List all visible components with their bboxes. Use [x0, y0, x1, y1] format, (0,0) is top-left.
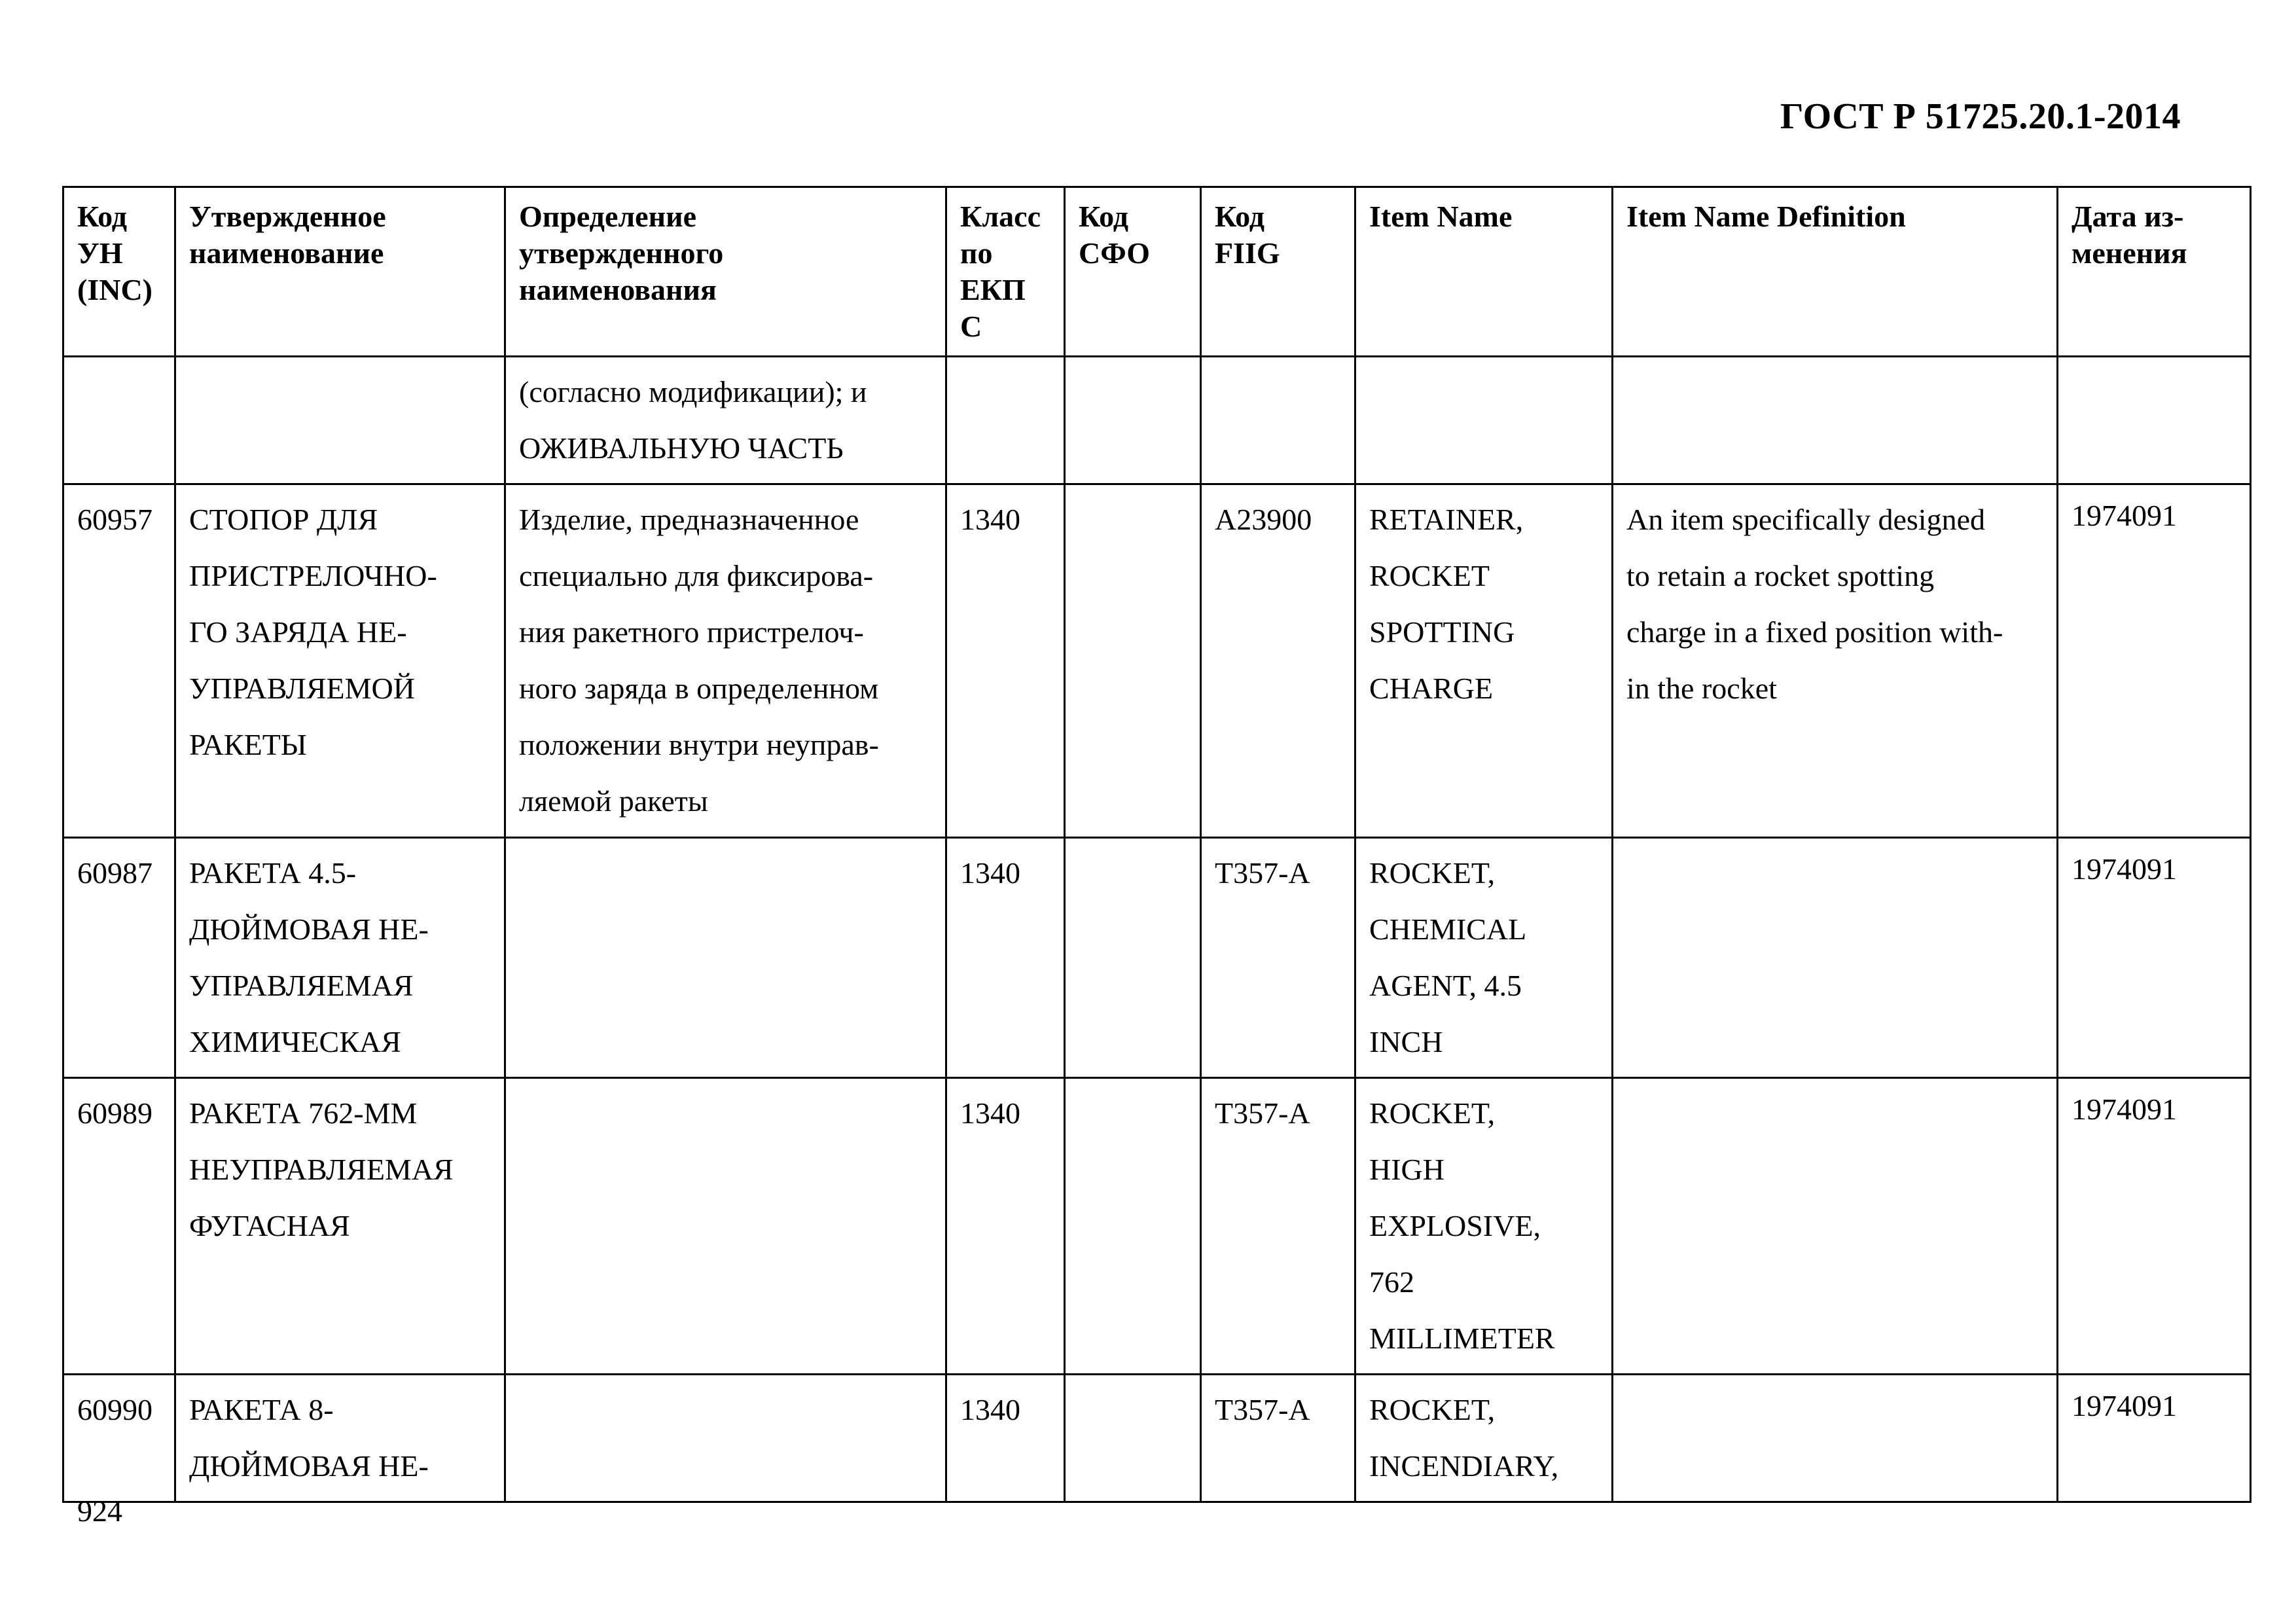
cell: [175, 357, 505, 484]
text-line: ЕКП: [960, 273, 1026, 306]
text-line: (INC): [77, 273, 152, 306]
text-line: HIGH: [1369, 1153, 1444, 1186]
text-line: to retain a rocket spotting: [1626, 559, 1935, 592]
definition-cell: [505, 1375, 946, 1502]
text-line: ROCKET,: [1369, 856, 1496, 890]
text-line: Определение: [519, 200, 697, 233]
definition-cell: [505, 357, 946, 484]
text-line: ния ракетного пристрелоч-: [519, 615, 864, 649]
header-row: [63, 187, 2251, 357]
fiig-cell: A23900: [1201, 484, 1355, 838]
text-line: Дата из-: [2072, 200, 2184, 233]
header-cell: [946, 187, 1065, 357]
cell: [1613, 357, 2058, 484]
text-line: СТОПОР ДЛЯ: [189, 503, 378, 536]
text-line: charge in a fixed position with-: [1626, 615, 2003, 649]
fiig-cell: T357-A: [1201, 1375, 1355, 1502]
text-line: INCH: [1369, 1025, 1443, 1058]
item-name-cell: [1355, 1375, 1613, 1502]
text-line: специально для фиксирова-: [519, 559, 874, 592]
text-line: РАКЕТА 8-: [189, 1393, 334, 1426]
cell: [2058, 357, 2251, 484]
date-cell: 1974091: [2058, 484, 2251, 838]
text-line: (согласно модификации); и: [519, 375, 867, 408]
text-line: CHEMICAL: [1369, 912, 1527, 946]
date-cell: 1974091: [2058, 838, 2251, 1078]
text-line: ROCKET: [1369, 559, 1490, 592]
header-cell: [1065, 187, 1201, 357]
item-definition-cell: [1613, 1375, 2058, 1502]
table-row: [63, 484, 2251, 838]
header-cell: [505, 187, 946, 357]
document-code: ГОСТ Р 51725.20.1-2014: [1780, 96, 2181, 137]
name-cell: [175, 838, 505, 1078]
text-line: УН: [77, 236, 123, 270]
text-line: наименования: [519, 273, 717, 306]
text-line: РАКЕТА 762-ММ: [189, 1096, 418, 1130]
text-line: An item specifically designed: [1626, 503, 1986, 536]
text-line: НЕУПРАВЛЯЕМАЯ: [189, 1153, 454, 1186]
text-line: РАКЕТЫ: [189, 728, 307, 761]
text-line: ПРИСТРЕЛОЧНО-: [189, 559, 437, 592]
text-line: ФУГАСНАЯ: [189, 1209, 350, 1242]
page-number: 924: [77, 1494, 122, 1528]
table-row: [63, 1078, 2251, 1375]
text-line: УПРАВЛЯЕМОЙ: [189, 672, 415, 705]
date-cell: 1974091: [2058, 1078, 2251, 1375]
text-line: RETAINER,: [1369, 503, 1524, 536]
text-line: РАКЕТА 4.5-: [189, 856, 357, 890]
text-line: Item Name: [1369, 200, 1513, 233]
text-line: ляемой ракеты: [519, 784, 708, 818]
text-line: INCENDIARY,: [1369, 1449, 1559, 1483]
definition-cell: [505, 1078, 946, 1375]
header-cell: [1201, 187, 1355, 357]
text-line: Код: [1215, 200, 1265, 233]
text-line: ROCKET,: [1369, 1096, 1496, 1130]
fiig-cell: T357-A: [1201, 838, 1355, 1078]
class-cell: 1340: [946, 484, 1065, 838]
table-row: [63, 838, 2251, 1078]
header-cell: [63, 187, 175, 357]
text-line: ROCKET,: [1369, 1393, 1496, 1426]
text-line: CHARGE: [1369, 672, 1494, 705]
text-line: SPOTTING: [1369, 615, 1515, 649]
text-line: Код: [1079, 200, 1129, 233]
header-cell: [2058, 187, 2251, 357]
text-line: MILLIMETER: [1369, 1322, 1555, 1355]
item-name-cell: [1355, 838, 1613, 1078]
class-cell: 1340: [946, 1375, 1065, 1502]
item-definition-cell: [1613, 1078, 2058, 1375]
name-cell: [175, 1375, 505, 1502]
text-line: ГО ЗАРЯДА НЕ-: [189, 615, 407, 649]
cell: [1065, 357, 1201, 484]
text-line: Item Name Definition: [1626, 200, 1906, 233]
text-line: ОЖИВАЛЬНУЮ ЧАСТЬ: [519, 431, 844, 465]
item-definition-cell: [1613, 838, 2058, 1078]
class-cell: 1340: [946, 1078, 1065, 1375]
date-cell: 1974091: [2058, 1375, 2251, 1502]
text-line: FIIG: [1215, 236, 1280, 270]
text-line: ДЮЙМОВАЯ НЕ-: [189, 1449, 429, 1483]
cell: [946, 357, 1065, 484]
text-line: Утвержденное: [189, 200, 386, 233]
text-line: in the rocket: [1626, 672, 1777, 705]
sfo-cell: [1065, 1078, 1201, 1375]
text-line: 762: [1369, 1265, 1414, 1299]
text-line: ДЮЙМОВАЯ НЕ-: [189, 912, 429, 946]
items-table: [62, 186, 2251, 1503]
class-cell: 1340: [946, 838, 1065, 1078]
item-name-cell: [1355, 1078, 1613, 1375]
text-line: по: [960, 236, 993, 270]
fiig-cell: T357-A: [1201, 1078, 1355, 1375]
text-line: Код: [77, 200, 128, 233]
text-line: EXPLOSIVE,: [1369, 1209, 1541, 1242]
name-cell: [175, 1078, 505, 1375]
text-line: положении внутри неуправ-: [519, 728, 879, 761]
text-line: Изделие, предназначенное: [519, 503, 859, 536]
sfo-cell: [1065, 838, 1201, 1078]
inc-cell: 60987: [63, 838, 175, 1078]
definition-cell: [505, 838, 946, 1078]
text-line: СФО: [1079, 236, 1151, 270]
text-line: С: [960, 310, 982, 343]
header-cell: [1355, 187, 1613, 357]
text-line: Класс: [960, 200, 1041, 233]
text-line: менения: [2072, 236, 2187, 270]
definition-cell: [505, 484, 946, 838]
item-name-cell: [1355, 484, 1613, 838]
inc-cell: 60989: [63, 1078, 175, 1375]
name-cell: [175, 484, 505, 838]
cell: [63, 357, 175, 484]
text-line: ХИМИЧЕСКАЯ: [189, 1025, 401, 1058]
item-definition-cell: [1613, 484, 2058, 838]
continuation-row: [63, 357, 2251, 484]
text-line: AGENT, 4.5: [1369, 969, 1522, 1002]
inc-cell: 60957: [63, 484, 175, 838]
text-line: ного заряда в определенном: [519, 672, 879, 705]
sfo-cell: [1065, 484, 1201, 838]
text-line: УПРАВЛЯЕМАЯ: [189, 969, 414, 1002]
header-cell: [1613, 187, 2058, 357]
inc-cell: 60990: [63, 1375, 175, 1502]
cell: [1355, 357, 1613, 484]
table-row: [63, 1375, 2251, 1502]
cell: [1201, 357, 1355, 484]
text-line: наименование: [189, 236, 384, 270]
sfo-cell: [1065, 1375, 1201, 1502]
text-line: утвержденного: [519, 236, 724, 270]
header-cell: [175, 187, 505, 357]
